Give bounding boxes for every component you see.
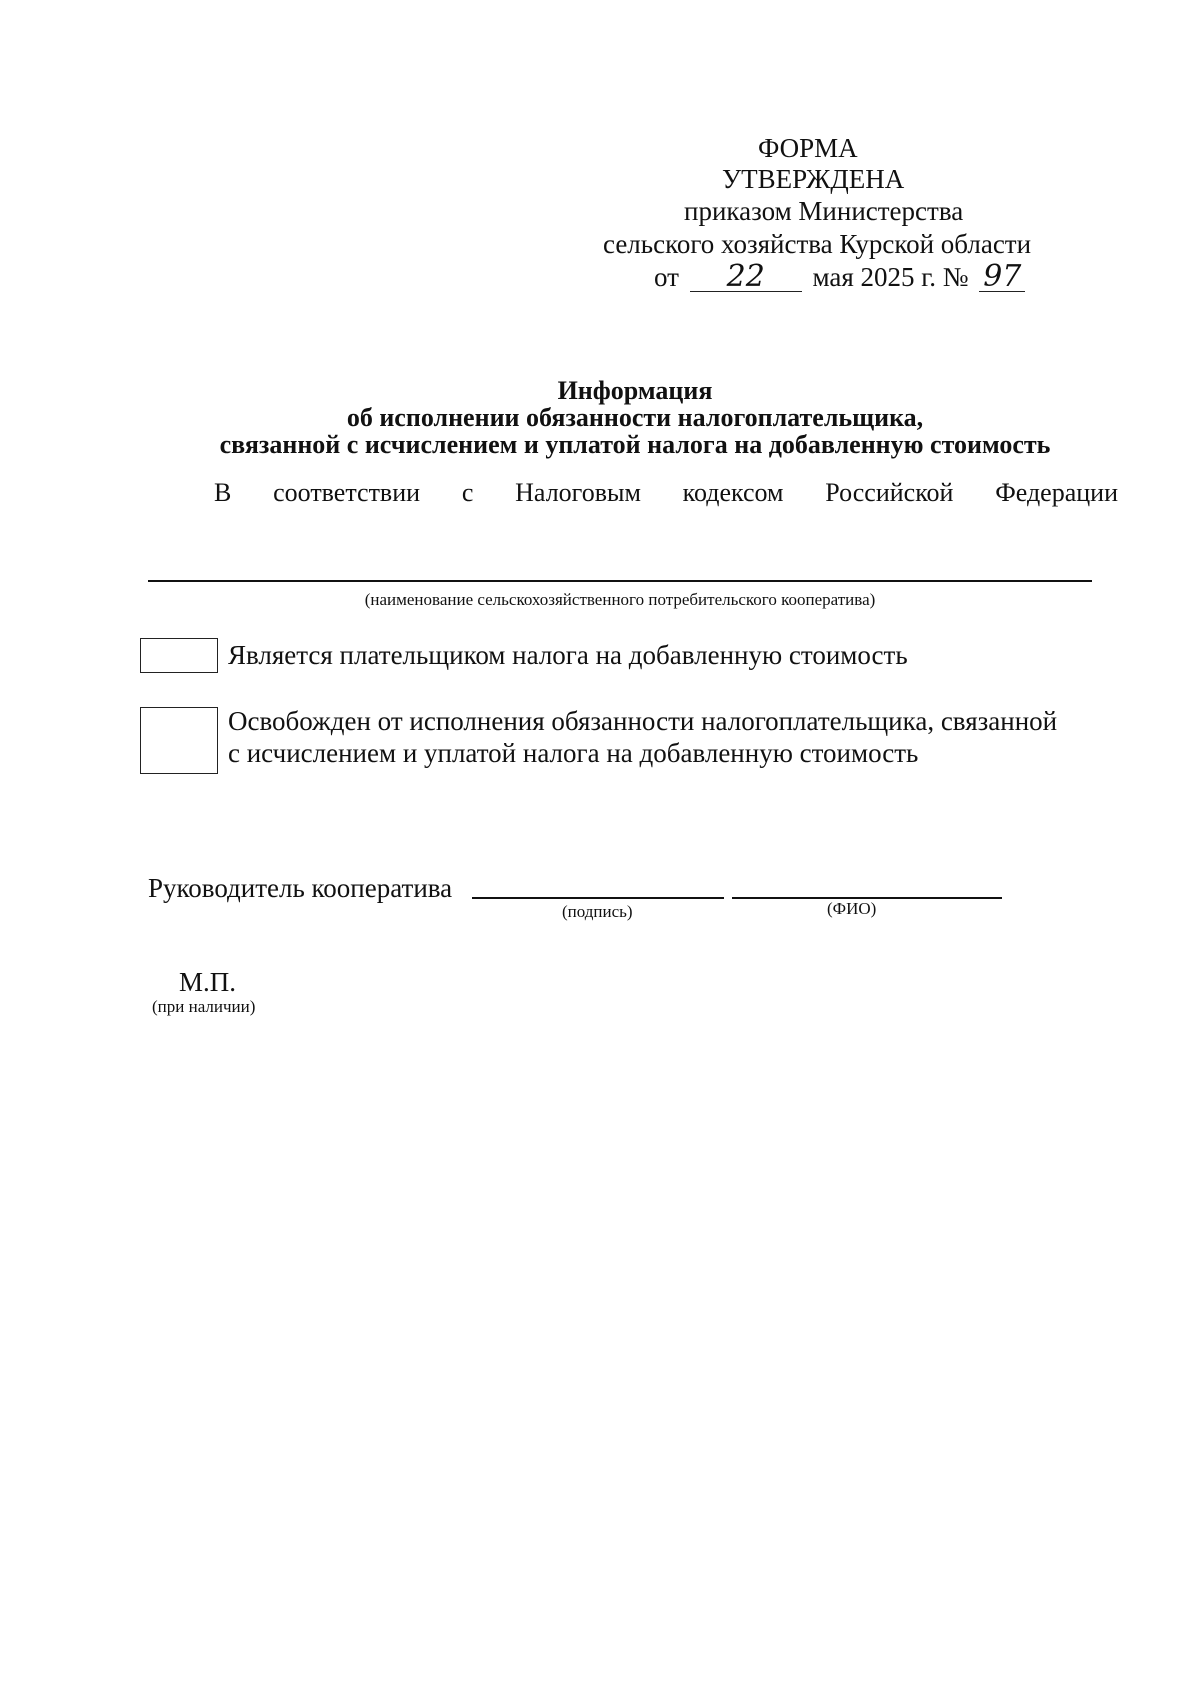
approval-form: ФОРМА (758, 133, 858, 163)
title-line2: об исполнении обязанности налогоплательщика, (346, 403, 924, 432)
intro-word: Федерации (995, 478, 1118, 507)
intro-line (214, 478, 1118, 508)
signature-label: Руководитель кооператива (148, 873, 453, 903)
title-line1: Информация (557, 376, 713, 405)
approval-order-line1: приказом Министерства (684, 196, 964, 226)
option-vat-exempt-label (228, 705, 1057, 769)
option-vat-payer-label: Является плательщиком налога на добавленную стоимость (228, 640, 908, 670)
date-suffix: мая 2025 г. № (812, 262, 969, 292)
full-name-caption: (ФИО) (827, 899, 877, 918)
vat-exempt-checkbox[interactable] (140, 707, 218, 774)
approval-order-line2: сельского хозяйства Курской области (603, 229, 1032, 259)
option-vat-exempt-line2: с исчислением и уплатой налога на добавленную стоимость (228, 738, 919, 768)
stamp-label: М.П. (179, 967, 237, 997)
approval-approved: УТВЕРЖДЕНА (722, 164, 905, 194)
signature-caption: (подпись) (562, 902, 633, 921)
cooperative-name-field[interactable] (148, 580, 1092, 582)
intro-word: Налоговым (515, 478, 641, 507)
date-day-field (690, 261, 802, 292)
document-title (0, 377, 1200, 458)
approval-date-line (654, 261, 1025, 293)
intro-word: с (461, 478, 474, 507)
order-number-handwritten: 97 (983, 259, 1022, 294)
order-number-field (979, 261, 1025, 292)
vat-payer-checkbox[interactable] (140, 638, 218, 673)
option-vat-exempt-line1: Освобожден от исполнения обязанности налогоплательщика, связанной (228, 706, 1058, 736)
stamp-note: (при наличии) (152, 997, 256, 1016)
signature-field[interactable] (472, 897, 724, 899)
intro-word: кодексом (682, 478, 784, 507)
date-prefix: от (654, 262, 679, 292)
date-day-handwritten: 22 (726, 259, 765, 294)
intro-word: Российской (825, 478, 954, 507)
intro-word: В (214, 478, 232, 507)
title-line3: связанной с исчислением и уплатой налога на добавленную стоимость (219, 430, 1051, 459)
intro-word: соответствии (273, 478, 421, 507)
cooperative-name-caption: (наименование сельскохозяйственного потребительского кооператива) (364, 590, 876, 609)
